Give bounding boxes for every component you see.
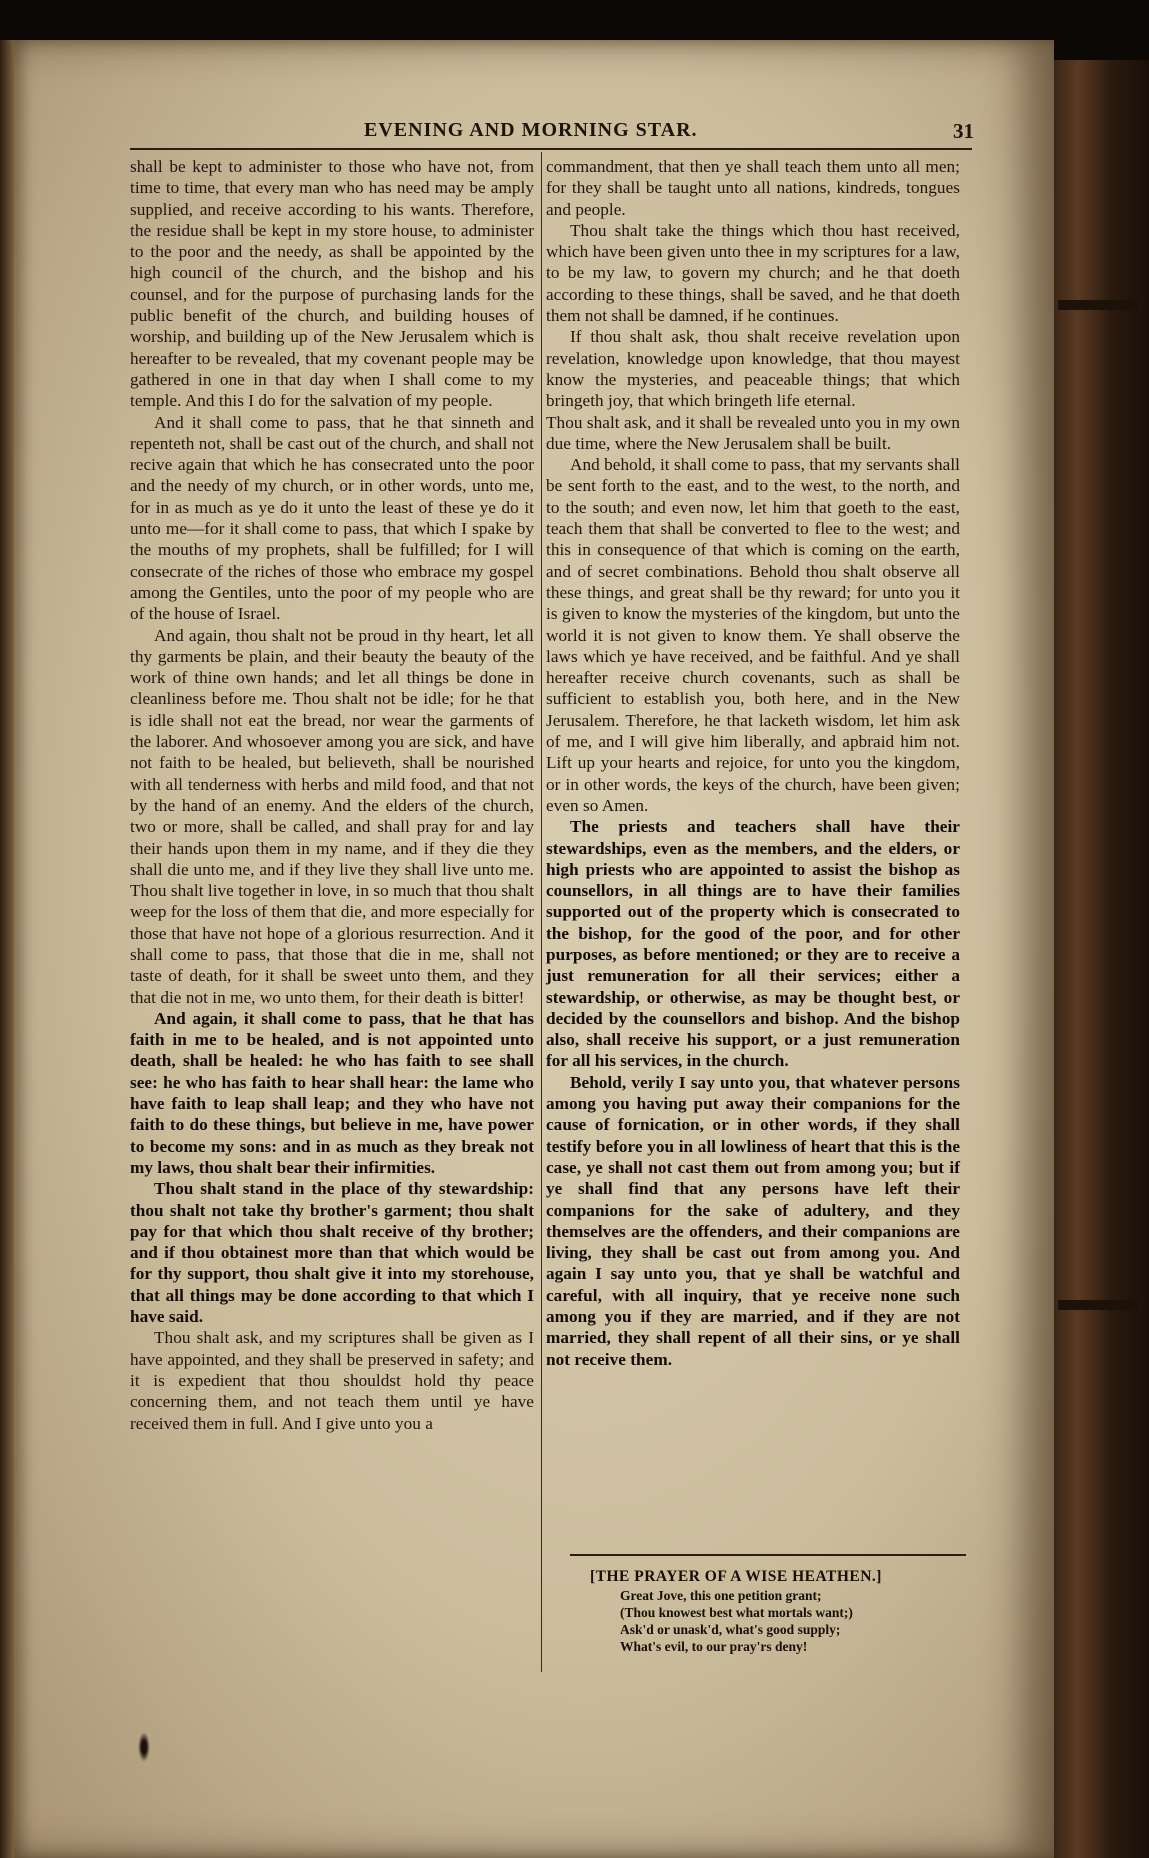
spine-band xyxy=(1058,1300,1138,1310)
paragraph: Behold, verily I say unto you, that whatever persons among you having put away their companions for the cause of fornication, or in other words, if they shall testify before you in all lowliness of heart that this is the case, ye shall not cast them out from among you; but if ye shall find that any persons have left their companions for the sake of adultery, and they themselves are the offenders, and their companions are living, they shall be cast out from among you. And again I say unto you, that ye shall be watchful and careful, with all inquiry, that ye receive none such among you if they are married, and if they are not married, they shall repent of all their sins, or ye shall not receive them. xyxy=(546,1072,960,1369)
poem-line: What's evil, to our pray'rs deny! xyxy=(620,1639,808,1654)
poem-title: [THE PRAYER OF A WISE HEATHEN.] xyxy=(590,1568,882,1585)
paragraph: If thou shalt ask, thou shalt receive revelation upon revelation, knowledge upon knowledge, that thou mayest know the mysteries, and peaceable things; that which bringeth joy, that which bringeth life eternal. xyxy=(546,327,960,411)
paragraph: And again, thou shalt not be proud in thy heart, let all thy garments be plain, and their beauty the beauty of the work of thine own hands; and let all things be done in cleanliness before me. Thou shalt not be idle; for he that is idle shall not eat the bread, nor wear the garments of the laborer. And whosoever among you are sick, and have not faith to be healed, but believeth, shall be nourished with all tenderness with herbs and mild food, and that not by the hand of an enemy. And the elders of the church, two or more, shall be called, and shall pray for and lay their hands upon them in my name, and if they die they shall die unto me, and if they live they shall live unto me. Thou shalt live together in love, in so much that thou shalt weep for the loss of them that die, and more especially for those that have not hope of a glorious resurrection. And it shall come to pass, that those that die in me, shall not taste of death, for it shall be sweet unto them, and they that die not in me, wo unto them, for their death is bitter! xyxy=(130,625,534,1007)
paragraph: And behold, it shall come to pass, that my servants shall be sent forth to the east, and to the west, to the north, and to the south; and even now, let him that goeth to the east, teach them that shall be converted to flee to the west; and this in consequence of that which is coming on the earth, and of secret combinations. Behold thou shalt observe all these things, and great shall be thy reward; for unto you it is given to know the mysteries of the kingdom, but unto the world it is not given to know them. Ye shall observe the laws which ye have received, and be faithful. And ye shall hereafter receive church covenants, such as shall be sufficient to establish you, both here, and in the New Jerusalem. Therefore, he that lacketh wisdom, let him ask of me, and I will give him liberally, and apbraid him not. Lift up your hearts and rejoice, for unto you the kingdom, or in other words, the keys of the church, have been given; even so Amen. xyxy=(546,455,960,815)
header-rule xyxy=(130,148,972,150)
paragraph: The priests and teachers shall have their stewardships, even as the members, and the elders, or high priests who are appointed to assist the bishop as counsellors, in all things are to have their families supported out of the property which is consecrated to the bishop, for the good of the poor, and for other purposes, as before mentioned; or they are to receive a just remuneration for all their services; either a stewardship, or otherwise, as may be thought best, or decided by the counsellors and bishop. And the bishop also, shall receive his support, or a just remuneration for all his services, in the church. xyxy=(546,817,960,1071)
section-rule xyxy=(570,1554,966,1556)
book-spine xyxy=(1054,60,1149,1858)
paragraph: commandment, that then ye shall teach them unto all men; for they shall be taught unto all nations, kindreds, tongues and people. xyxy=(546,157,960,219)
poem-line: Ask'd or unask'd, what's good supply; xyxy=(620,1622,841,1637)
paragraph: Thou shalt stand in the place of thy stewardship: thou shalt not take thy brother's garment; thou shalt pay for that which thou shalt receive of thy brother; and if thou obtainest more than that which would be for thy support, thou shalt give it into my storehouse, that all things may be done according to that which I have said. xyxy=(130,1179,534,1327)
poem-line: (Thou knowest best what mortals want;) xyxy=(620,1605,853,1620)
poem xyxy=(590,1568,970,1655)
paragraph: Thou shalt take the things which thou hast received, which have been given unto thee in my scriptures for a law, to be my law, to govern my church; and he that doeth according to these things, shall be saved, and he that doeth them not shall be damned, if he continues. xyxy=(546,220,960,326)
paragraph: And again, it shall come to pass, that he that has faith in me to be healed, and is not appointed unto death, shall be healed: he who has faith to see shall see: he who has faith to hear shall hear: the lame who have faith to leap shall leap; and they who have not faith to do these things, but believe in me, have power to become my sons: and in as much as they break not my laws, thou shalt bear their infirmities. xyxy=(130,1008,534,1177)
left-column xyxy=(130,156,534,1434)
paragraph: Thou shalt ask, and it shall be revealed unto you in my own due time, where the New Jerusalem shall be built. xyxy=(546,412,960,453)
paragraph: Thou shalt ask, and my scriptures shall be given as I have appointed, and they shall be preserved in safety; and it is expedient that thou shouldst hold thy peace concerning them, and not teach them until ye have received them in full. And I give unto you a xyxy=(130,1328,534,1433)
right-column xyxy=(546,156,960,1370)
column-divider xyxy=(541,152,542,1672)
periodical-title: EVENING AND MORNING STAR. xyxy=(364,119,698,141)
page-number: 31 xyxy=(953,119,974,143)
poem-line: Great Jove, this one petition grant; xyxy=(620,1588,822,1603)
paragraph: And it shall come to pass, that he that sinneth and repenteth not, shall be cast out of the church, and shall not recive again that which he has consecrated unto the poor and the needy of my church, or in other words, unto me, for in as much as ye do it unto the least of these ye do it unto me—for it shall come to pass, that which I spake by the mouths of my prophets, shall be fulfilled; for I will consecrate of the riches of those who embrace my gospel among the Gentiles, unto the poor of my people who are of the house of Israel. xyxy=(130,412,534,624)
paragraph: shall be kept to administer to those who have not, from time to time, that every man who has need may be amply supplied, and receive according to his wants. Therefore, the residue shall be kept in my store house, to administer to the poor and the needy, as shall be appointed by the high council of the church, and the bishop and his counsel, and for the purpose of purchasing lands for the public benefit of the church, and building houses of worship, and building up of the New Jerusalem which is hereafter to be revealed, that my covenant people may be gathered in one in that day when I shall come to my temple. And this I do for the salvation of my people. xyxy=(130,157,534,411)
ink-blot xyxy=(138,1732,150,1762)
page-left-edge xyxy=(0,40,14,1858)
spine-band xyxy=(1058,300,1138,310)
